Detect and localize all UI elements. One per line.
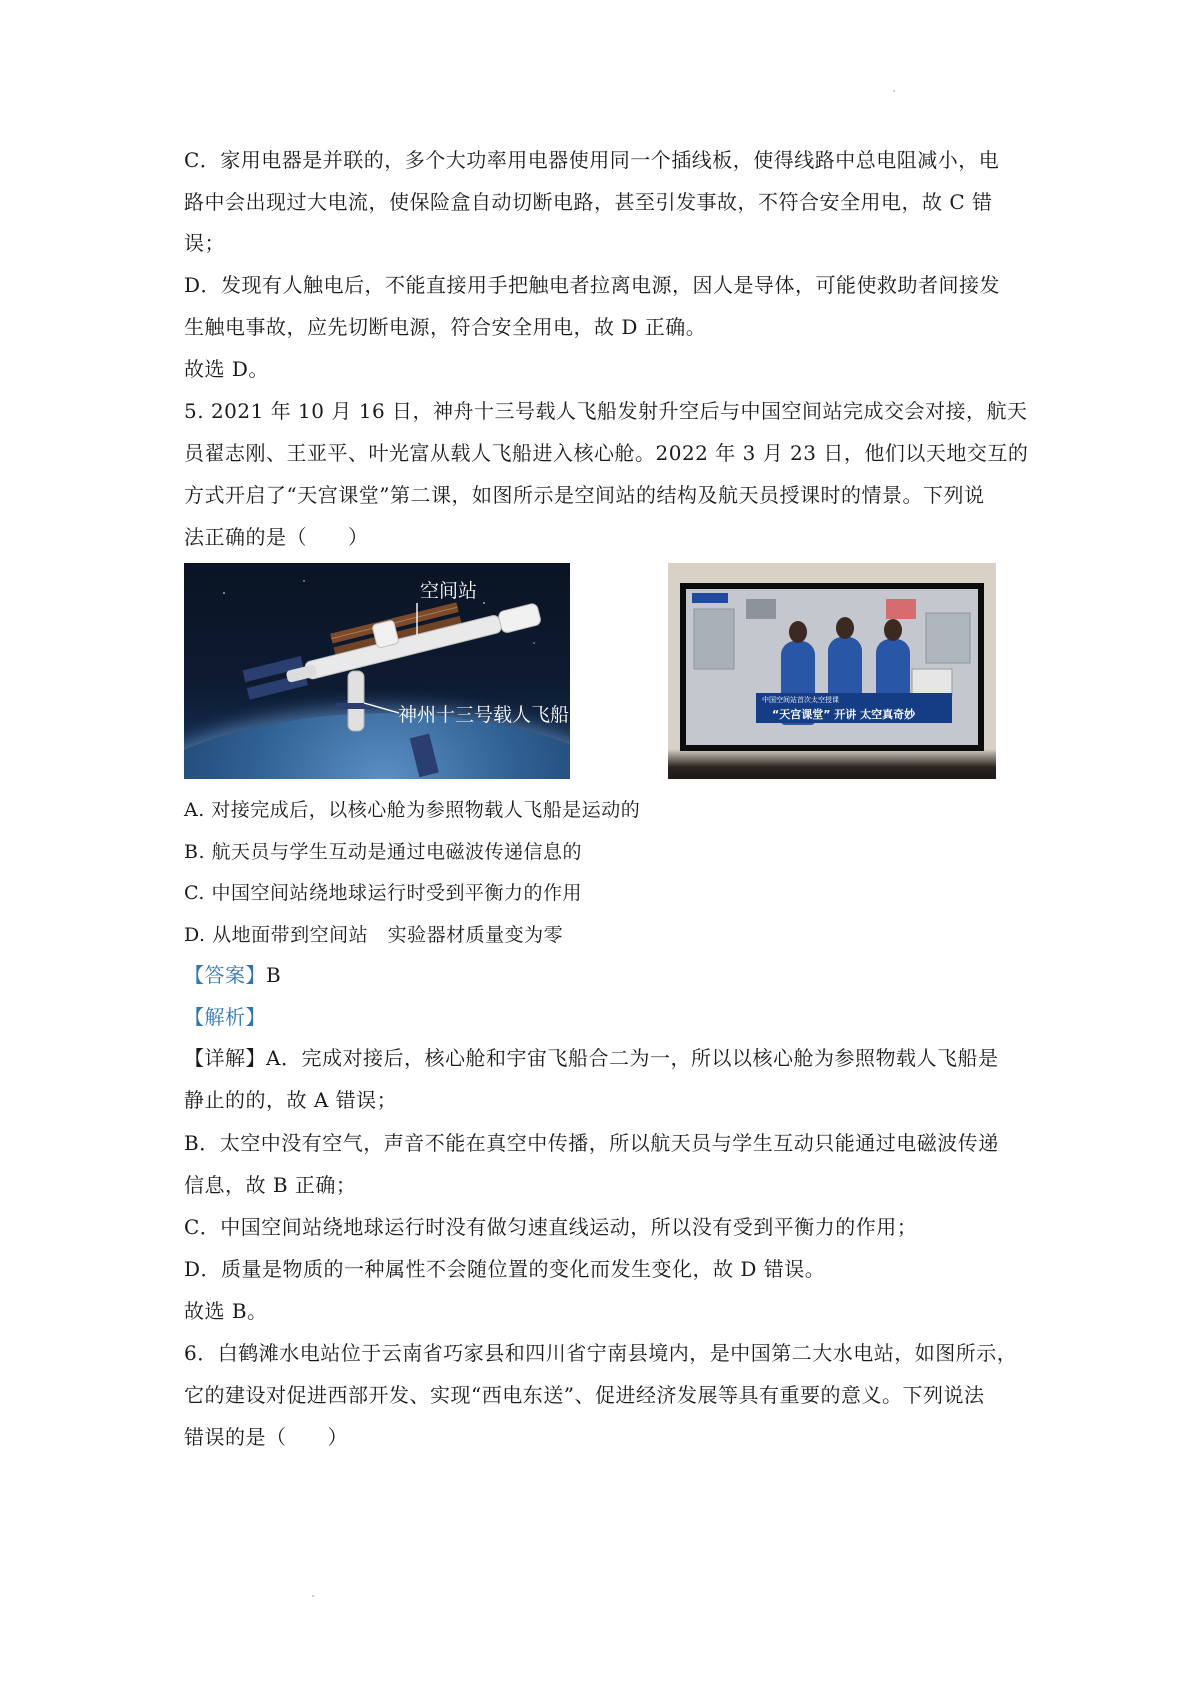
answer-value: B (266, 963, 282, 987)
question-5-line: 5. 2021 年 10 月 16 日，神舟十三号载人飞船发射升空后与中国空间站完成交会对接，航天 (184, 399, 1028, 423)
text-line: 误； (184, 231, 225, 255)
analysis-label: 【解析】 (184, 1005, 266, 1029)
detail-line: 静止的的，故 A 错误； (184, 1088, 398, 1112)
question-6-line: 它的建设对促进西部开发、实现“西电东送”、促进经济发展等具有重要的意义。下列说法 (184, 1383, 985, 1407)
question-6-line: 6．白鹤滩水电站位于云南省巧家县和四川省宁南县境内，是中国第二大水电站，如图所示， (184, 1341, 1018, 1365)
question-5-line: 方式开启了“天宫课堂”第二课，如图所示是空间站的结构及航天员授课时的情景。下列说 (184, 483, 985, 507)
detail-line: 故选 B。 (184, 1299, 268, 1323)
detail-line: C．中国空间站绕地球运行时没有做匀速直线运动，所以没有受到平衡力的作用； (184, 1215, 918, 1239)
text-line: 生触电事故，应先切断电源，符合安全用电，故 D 正确。 (184, 315, 707, 339)
broadcast-frame (686, 589, 978, 745)
tv-screen (680, 583, 984, 751)
question-6-line: 错误的是（ ） (184, 1425, 348, 1449)
text-line: 故选 D。 (184, 357, 269, 381)
option-c: C. 中国空间站绕地球运行时受到平衡力的作用 (184, 882, 582, 904)
detail-line (184, 1045, 1024, 1071)
option-d: D. 从地面带到空间站 实验器材质量变为零 (184, 924, 564, 946)
space-station-illustration (184, 563, 570, 779)
detail-line: D．质量是物质的一种属性不会随位置的变化而发生变化，故 D 错误。 (184, 1257, 826, 1281)
scan-dot (312, 1595, 314, 1597)
answer-line (184, 962, 1024, 988)
option-b: B. 航天员与学生互动是通过电磁波传递信息的 (184, 841, 583, 863)
audience-silhouettes (668, 749, 996, 779)
scan-dot (893, 90, 895, 92)
tiangong-classroom-photo (668, 563, 996, 779)
detail-line: B．太空中没有空气，声音不能在真空中传播，所以航天员与学生互动只能通过电磁波传递 (184, 1131, 999, 1155)
broadcast-caption (756, 693, 952, 723)
detail-text: A．完成对接后，核心舱和宇宙飞船合二为一，所以以核心舱为参照物载人飞船是 (266, 1046, 999, 1070)
question-5-line: 员翟志刚、王亚平、叶光富从载人飞船进入核心舱。2022 年 3 月 23 日，他们以天地交互的 (184, 441, 1029, 465)
text-line: D．发现有人触电后，不能直接用手把触电者拉离电源，因人是导体，可能使救助者间接发 (184, 273, 1001, 297)
spacecraft-label: 神州十三号载人飞船 (398, 704, 570, 726)
detail-label: 【详解】 (184, 1046, 266, 1070)
detail-line: 信息，故 B 正确； (184, 1173, 357, 1197)
text-line: 路中会出现过大电流，使保险盒自动切断电路，甚至引发事故，不符合安全用电，故 C 错 (184, 190, 993, 214)
text-line: C．家用电器是并联的，多个大功率用电器使用同一个插线板，使得线路中总电阻减小，电 (184, 148, 1000, 172)
caption-title: “天宫课堂” 开讲 太空真奇妙 (772, 708, 916, 721)
caption-subtitle: 中国空间站首次太空授课 (762, 696, 839, 704)
question-5-line: 法正确的是（ ） (184, 525, 369, 549)
astronaut-head (789, 621, 807, 643)
astronaut-head (884, 619, 902, 641)
answer-label: 【答案】 (184, 963, 266, 987)
astronaut-head (836, 617, 854, 639)
option-a: A. 对接完成后，以核心舱为参照物载人飞船是运动的 (184, 799, 641, 821)
space-station-label: 空间站 (420, 580, 478, 602)
space-station-figure (184, 563, 570, 779)
